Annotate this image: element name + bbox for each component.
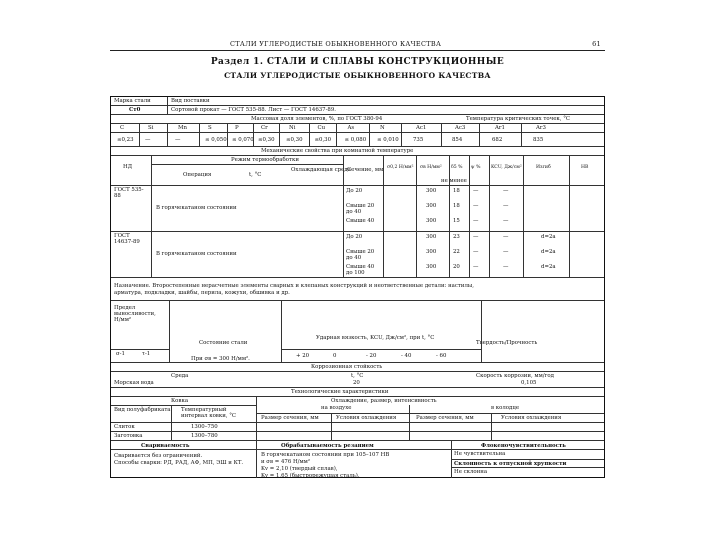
cool-label: Охлаждающая среда	[291, 167, 351, 173]
section-subtitle: СТАЛИ УГЛЕРОДИСТЫЕ ОБЫКНОВЕННОГО КАЧЕСТВА	[224, 71, 491, 80]
page-number: 61	[592, 40, 601, 48]
tech-title: Технологические характеристики	[291, 389, 389, 395]
cool-air-label: на воздухе	[321, 405, 352, 411]
mech-d5-1-0: 23	[453, 234, 460, 240]
mech-section-1-2: Свыше 40 до 100	[346, 264, 375, 276]
machinability-label: Обрабатываемость резанием	[281, 443, 374, 449]
mech-kcu-0-1: —	[503, 203, 509, 209]
mech-section-0-1: Свыше 20 до 40	[346, 203, 375, 215]
impact-temp-1: 0	[333, 353, 337, 359]
supply-label: Вид поставки	[171, 98, 210, 104]
prop-header-2: δ5 %	[451, 165, 463, 170]
composition-header-3: S	[208, 125, 212, 131]
prop-header-6: НВ	[581, 165, 589, 170]
mech-sb-1-1: 300	[426, 249, 437, 255]
mech-nd-0: ГОСТ 535-88	[114, 187, 144, 199]
mech-bend-1-1: d=2a	[541, 249, 556, 255]
operation-label: Операция	[183, 172, 212, 178]
corrosion-title: Коррозионная стойкость	[311, 364, 383, 370]
forging-item-2-range: 1300–780	[191, 433, 218, 439]
mech-sb-0-2: 300	[426, 218, 437, 224]
composition-value-13: 835	[533, 137, 544, 143]
corrosion-env-label: Среда	[171, 373, 189, 379]
composition-header-11: Ac3	[455, 125, 466, 131]
mech-psi-1-2: —	[473, 264, 479, 270]
impact-temp-0: + 20	[296, 353, 310, 359]
mech-section-1-0: До 20	[346, 234, 363, 240]
weld-text-1: Сваривается без ограничений.	[114, 453, 203, 459]
heat-treatment-label: Режим термообработки	[231, 157, 299, 163]
cond-label-pit: Условия охлаждения	[501, 415, 562, 421]
impact-temp-3: - 40	[401, 353, 412, 359]
composition-value-10: 735	[413, 137, 424, 143]
grade-value: Ст0	[129, 107, 141, 113]
forging-temp-label: Температурный интервал ковки, °С	[181, 407, 237, 419]
composition-value-6: ≤0,30	[286, 137, 303, 143]
nd-label: НД	[123, 164, 133, 170]
impact-label: Ударная вязкость, KCU, Дж/см², при t, °С	[316, 335, 435, 341]
temp-label: t, °С	[249, 172, 262, 178]
corrosion-temp: 20	[353, 380, 360, 386]
composition-value-9: ≤ 0,010	[377, 137, 399, 143]
mech-sb-0-1: 300	[426, 203, 437, 209]
tau-label: τ-1	[142, 351, 151, 357]
composition-header-12: Ar1	[495, 125, 505, 131]
prop-header-1: σв Н/мм²	[420, 165, 442, 170]
mech-kcu-0-2: —	[503, 218, 509, 224]
mech-kcu-0-0: —	[503, 188, 509, 194]
mech-op-1: В горячекатаном состоянии	[156, 251, 237, 257]
composition-value-5: ≤0,30	[258, 137, 275, 143]
mech-kcu-1-2: —	[503, 264, 509, 270]
composition-value-7: ≤0,30	[314, 137, 332, 143]
mech-bend-1-0: d=2a	[541, 234, 556, 240]
endurance-label: Предел выносливости, Н/мм²	[114, 305, 156, 323]
critical-temps-title: Температура критических точек, °С	[466, 116, 571, 122]
forging-label: Ковка	[171, 398, 189, 404]
prop-header-3: ψ %	[471, 165, 481, 170]
mech-sb-1-0: 300	[426, 234, 437, 240]
composition-value-0: ≤0,23	[117, 137, 134, 143]
mech-psi-0-0: —	[473, 188, 479, 194]
not-less-label: не менее	[441, 178, 467, 184]
mech-nd-1: ГОСТ 14637-89	[114, 233, 140, 245]
sigma-label: σ-1	[116, 351, 125, 357]
mech-psi-1-0: —	[473, 234, 479, 240]
weld-text-2: Способы сварки: РД, РАД, АФ, МП, ЭШ и КТ.	[114, 460, 244, 466]
temper-value: Не склонна	[454, 469, 488, 475]
mech-d5-0-2: 15	[453, 218, 460, 224]
supply-value: Сортовой прокат — ГОСТ 535-88. Лист — ГОСТ 14637-89.	[171, 107, 337, 113]
cool-pit-label: в колодце	[491, 405, 520, 411]
corrosion-temp-label: t, °С	[351, 373, 364, 379]
impact-temp-4: - 60	[436, 353, 447, 359]
impact-temp-2: - 20	[366, 353, 377, 359]
running-header	[110, 40, 605, 51]
mech-section-0-2: Свыше 40	[346, 218, 375, 224]
mech-op-0: В горячекатаном состоянии	[156, 205, 237, 211]
mech-d5-1-2: 20	[453, 264, 460, 270]
composition-title: Массовая доля элементов, %, по ГОСТ 380-94	[251, 116, 383, 122]
composition-header-1: Si	[148, 125, 154, 131]
size-label-air: Размер сечения, мм	[261, 415, 319, 421]
temper-label: Склонность к отпускной хрупкости	[454, 461, 567, 467]
mech-sb-0-0: 300	[426, 188, 437, 194]
mech-psi-0-2: —	[473, 218, 479, 224]
flake-value: Не чувствительна	[454, 451, 506, 457]
prop-header-0: σ0,2 Н/мм²	[387, 165, 414, 170]
forging-item-2-name: Заготовка	[114, 433, 143, 439]
mech-section-1-1: Свыше 20 до 40	[346, 249, 375, 261]
mech-psi-0-1: —	[473, 203, 479, 209]
machinability-line-3: Kv = 1,65 (быстрорежущая сталь).	[261, 473, 360, 479]
composition-value-1: —	[145, 137, 151, 143]
composition-value-3: ≤ 0,050	[205, 137, 227, 143]
mech-d5-0-1: 18	[453, 203, 460, 209]
corrosion-env: Морская вода	[114, 380, 154, 386]
composition-value-11: 854	[452, 137, 463, 143]
mech-bend-1-2: d=2a	[541, 264, 556, 270]
composition-header-0: C	[120, 125, 125, 131]
cooling-label: Охлаждение, размер, интенсивность	[331, 398, 437, 404]
hardness-label: Твердость/Прочность	[476, 340, 538, 346]
section-title: Раздел 1. СТАЛИ И СПЛАВЫ КОНСТРУКЦИОННЫЕ	[210, 57, 505, 67]
mech-kcu-1-1: —	[503, 249, 509, 255]
cond-label-air: Условия охлаждения	[336, 415, 397, 421]
composition-value-12: 682	[492, 137, 503, 143]
mech-d5-1-1: 22	[453, 249, 460, 255]
composition-value-8: ≤ 0,080	[344, 137, 367, 143]
mech-kcu-1-0: —	[503, 234, 509, 240]
steel-data-table	[110, 96, 605, 478]
section-label: Сечение, мм	[347, 167, 384, 173]
weldability-label: Свариваемость	[141, 443, 190, 449]
composition-header-5: Cr	[261, 125, 268, 131]
corrosion-rate-label: Скорость коррозии, мм/год	[476, 373, 554, 379]
mech-title: Механические свойства при комнатной температуре	[261, 148, 414, 154]
composition-header-6: Ni	[289, 125, 296, 131]
prop-header-4: KCU, Дж/см²	[491, 165, 522, 170]
forging-item-1-range: 1300–750	[191, 424, 218, 430]
composition-header-9: N	[380, 125, 385, 131]
state-label: Состояние стали	[199, 340, 248, 346]
note-line-2: арматура, подкладки, шайбы, перила, кожухи, обшивка и др.	[114, 290, 290, 296]
composition-header-8: As	[347, 125, 355, 131]
prop-header-5: Изгиб	[536, 165, 551, 170]
machinability-line-1: и σв = 476 Н/мм²	[261, 459, 311, 465]
forging-type-label: Вид полуфабриката	[114, 407, 171, 413]
running-header-title: СТАЛИ УГЛЕРОДИСТЫЕ ОБЫКНОВЕННОГО КАЧЕСТВА	[230, 40, 442, 48]
grade-label: Марка стали	[114, 98, 151, 104]
corrosion-rate: 0,105	[521, 380, 537, 386]
composition-header-2: Mn	[178, 125, 187, 131]
mech-d5-0-0: 18	[453, 188, 460, 194]
mech-psi-1-1: —	[473, 249, 479, 255]
composition-header-13: Ar3	[536, 125, 546, 131]
flake-label: Флокеночувствительность	[481, 443, 566, 449]
mech-section-0-0: До 20	[346, 188, 363, 194]
forging-item-1-name: Слиток	[114, 424, 135, 430]
composition-header-7: Cu	[317, 125, 326, 131]
mech-sb-1-2: 300	[426, 264, 437, 270]
composition-header-10: Ac1	[416, 125, 427, 131]
composition-value-2: —	[175, 137, 181, 143]
composition-header-4: P	[235, 125, 239, 131]
size-label-pit: Размер сечения, мм	[416, 415, 474, 421]
machinability-line-2: Kv = 2,10 (твердый сплав),	[261, 466, 338, 472]
state-value: При σв = 300 Н/мм².	[191, 356, 250, 362]
machinability-line-0: В горячекатаном состоянии при 105–107 НВ	[261, 452, 390, 458]
note-line-1: Назначение. Второстепенные нерасчетные элементы сварных и клепаных конструкций и неответственные детали: настилы,	[114, 283, 474, 289]
composition-value-4: ≤ 0,070	[232, 137, 254, 143]
